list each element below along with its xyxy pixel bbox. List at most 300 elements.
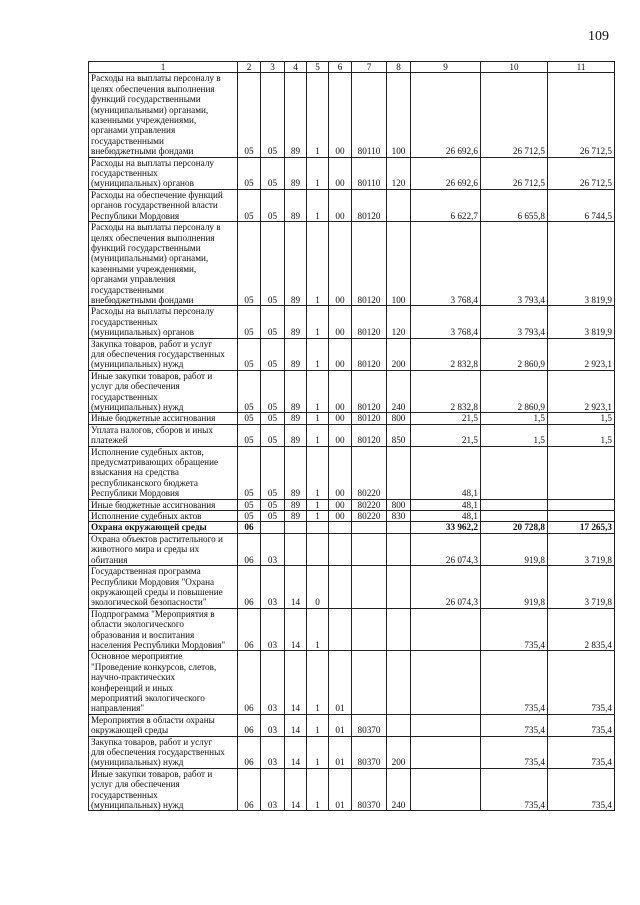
header-cell: 4: [285, 62, 307, 73]
program-code-cell: 14: [285, 651, 307, 714]
direction-code-cell: 80220: [352, 446, 387, 499]
amount-col10-cell: 919,8: [481, 533, 548, 565]
amount-col9-cell: 3 768,4: [411, 222, 481, 306]
section-code-cell: 05: [238, 73, 261, 157]
table-row: [89, 370, 615, 413]
item-name-line: целях обеспечения выполнения: [91, 232, 215, 243]
section-code-cell: 05: [238, 424, 261, 446]
item-name-line: республиканского бюджета: [91, 477, 198, 488]
item-name-line: внебюджетными фондами: [91, 146, 194, 157]
subprogram-code-cell: 1: [307, 157, 329, 189]
event-code-cell: 00: [329, 222, 352, 306]
item-name-line: Республики Мордовия "Охрана: [91, 576, 215, 587]
program-code-cell: 89: [285, 157, 307, 189]
item-name-line: казенными учреждениями,: [91, 115, 197, 126]
program-code-cell: 14: [285, 566, 307, 609]
amount-col9-cell: 26 074,3: [411, 566, 481, 609]
direction-code-cell: 80120: [352, 189, 387, 221]
amount-col9-cell: [411, 736, 481, 768]
item-name-cell: [89, 222, 238, 306]
amount-col10-cell: 735,4: [481, 768, 548, 811]
subprogram-code-cell: 1: [307, 189, 329, 221]
subprogram-code-cell: 0: [307, 566, 329, 609]
expense-type-cell: 200: [387, 736, 411, 768]
table-header-row: [89, 62, 615, 73]
table-row: [89, 222, 615, 306]
item-name-cell: [89, 446, 238, 499]
item-name-cell: [89, 370, 238, 413]
amount-col11-cell: [548, 499, 615, 510]
event-code-cell: [329, 566, 352, 609]
table-row: [89, 73, 615, 157]
header-cell: 6: [329, 62, 352, 73]
amount-col10-cell: [481, 511, 548, 522]
item-name-line: Исполнение судебных актов,: [91, 446, 204, 457]
expense-type-cell: 240: [387, 370, 411, 413]
table-row: [89, 651, 615, 714]
item-name-line: (муниципальных) нужд: [91, 757, 184, 768]
item-name-line: научно-практических: [91, 672, 176, 683]
item-name-line: Закупка товаров, работ и услуг: [91, 338, 213, 349]
subsection-code-cell: 03: [261, 608, 285, 651]
program-code-cell: 89: [285, 413, 307, 424]
table-row: [89, 511, 615, 522]
amount-col11-cell: 735,4: [548, 736, 615, 768]
header-cell: 7: [352, 62, 387, 73]
item-name-cell: [89, 608, 238, 651]
amount-col10-cell: 26 712,5: [481, 157, 548, 189]
item-name-line: конференций и иных: [91, 682, 173, 693]
item-name-line: взыскания на средства: [91, 467, 179, 478]
item-name-line: населения Республики Мордовия": [91, 639, 226, 650]
expense-type-cell: 240: [387, 768, 411, 811]
amount-col10-cell: 2 860,9: [481, 370, 548, 413]
amount-col11-cell: 26 712,5: [548, 73, 615, 157]
direction-code-cell: [352, 608, 387, 651]
program-code-cell: 89: [285, 511, 307, 522]
amount-col9-cell: 48,1: [411, 446, 481, 499]
section-code-cell: 05: [238, 189, 261, 221]
direction-code-cell: 80120: [352, 338, 387, 370]
table-row: [89, 768, 615, 811]
direction-code-cell: 80370: [352, 714, 387, 736]
direction-code-cell: 80370: [352, 768, 387, 811]
expense-type-cell: [387, 189, 411, 221]
direction-code-cell: 80120: [352, 306, 387, 338]
item-name-line: функций государственными: [91, 94, 201, 105]
amount-col11-cell: 17 265,3: [548, 522, 615, 533]
event-code-cell: 00: [329, 413, 352, 424]
section-code-cell: 05: [238, 222, 261, 306]
amount-col9-cell: 33 962,2: [411, 522, 481, 533]
subprogram-code-cell: 1: [307, 651, 329, 714]
subprogram-code-cell: 1: [307, 768, 329, 811]
item-name-line: Иные закупки товаров, работ и: [91, 370, 213, 381]
subsection-code-cell: 03: [261, 736, 285, 768]
expense-type-cell: [387, 714, 411, 736]
subprogram-code-cell: [307, 533, 329, 565]
item-name-line: Расходы на выплаты персоналу в: [91, 222, 221, 233]
event-code-cell: 00: [329, 370, 352, 413]
amount-col10-cell: [481, 446, 548, 499]
item-name-cell: [89, 651, 238, 714]
item-name-line: Уплата налогов, сборов и иных: [91, 424, 213, 435]
page-number: 109: [588, 29, 609, 44]
amount-col9-cell: [411, 768, 481, 811]
item-name-line: услуг для обеспечения: [91, 381, 180, 392]
direction-code-cell: [352, 522, 387, 533]
item-name-line: Расходы на обеспечение функций: [91, 189, 223, 200]
program-code-cell: 89: [285, 338, 307, 370]
amount-col11-cell: 735,4: [548, 768, 615, 811]
item-name-line: предусматривающих обращение: [91, 457, 219, 468]
subsection-code-cell: 05: [261, 222, 285, 306]
item-name-line: (муниципальных) нужд: [91, 359, 184, 370]
amount-col11-cell: 1,5: [548, 424, 615, 446]
subsection-code-cell: 03: [261, 768, 285, 811]
event-code-cell: 00: [329, 73, 352, 157]
event-code-cell: 00: [329, 424, 352, 446]
event-code-cell: 00: [329, 189, 352, 221]
direction-code-cell: 80120: [352, 413, 387, 424]
table-row: [89, 714, 615, 736]
section-code-cell: 05: [238, 413, 261, 424]
subprogram-code-cell: 1: [307, 446, 329, 499]
section-code-cell: 05: [238, 499, 261, 510]
item-name-line: (муниципальных) органов: [91, 327, 194, 338]
item-name-line: государственных: [91, 789, 158, 800]
expense-type-cell: 100: [387, 73, 411, 157]
item-name-line: окружающей среды: [91, 725, 169, 736]
item-name-line: мероприятий экологического: [91, 692, 205, 703]
amount-col9-cell: 2 832,8: [411, 338, 481, 370]
item-name-line: для обеспечения государственных: [91, 747, 225, 757]
amount-col9-cell: [411, 608, 481, 651]
subsection-code-cell: 05: [261, 306, 285, 338]
subsection-code-cell: 03: [261, 651, 285, 714]
event-code-cell: 00: [329, 499, 352, 510]
subsection-code-cell: 03: [261, 714, 285, 736]
subprogram-code-cell: 1: [307, 222, 329, 306]
amount-col9-cell: [411, 651, 481, 714]
event-code-cell: 00: [329, 511, 352, 522]
item-name-line: для обеспечения государственных: [91, 348, 225, 359]
amount-col11-cell: 2 835,4: [548, 608, 615, 651]
event-code-cell: 01: [329, 736, 352, 768]
subsection-code-cell: 05: [261, 157, 285, 189]
amount-col11-cell: 26 712,5: [548, 157, 615, 189]
item-name-line: обитания: [91, 554, 128, 565]
subsection-code-cell: [261, 522, 285, 533]
amount-col9-cell: [411, 714, 481, 736]
item-name-line: области экологического: [91, 619, 185, 630]
direction-code-cell: 80120: [352, 424, 387, 446]
item-name-line: образования и воспитания: [91, 629, 195, 640]
subprogram-code-cell: [307, 522, 329, 533]
expense-type-cell: 800: [387, 499, 411, 510]
expense-type-cell: [387, 651, 411, 714]
table-row: [89, 736, 615, 768]
subprogram-code-cell: 1: [307, 73, 329, 157]
program-code-cell: 89: [285, 222, 307, 306]
amount-col9-cell: 2 832,8: [411, 370, 481, 413]
program-code-cell: 14: [285, 768, 307, 811]
subsection-code-cell: 03: [261, 533, 285, 565]
event-code-cell: 01: [329, 714, 352, 736]
amount-col11-cell: 2 923,1: [548, 370, 615, 413]
direction-code-cell: 80110: [352, 73, 387, 157]
amount-col9-cell: 21,5: [411, 413, 481, 424]
expense-type-cell: [387, 608, 411, 651]
item-name-cell: [89, 768, 238, 811]
header-cell: 1: [89, 62, 238, 73]
subsection-code-cell: 05: [261, 189, 285, 221]
event-code-cell: 00: [329, 338, 352, 370]
budget-table: [88, 61, 615, 811]
event-code-cell: 00: [329, 157, 352, 189]
expense-type-cell: 100: [387, 222, 411, 306]
amount-col11-cell: 6 744,5: [548, 189, 615, 221]
amount-col11-cell: 3 819,9: [548, 306, 615, 338]
subsection-code-cell: 05: [261, 338, 285, 370]
amount-col10-cell: 735,4: [481, 736, 548, 768]
expense-type-cell: [387, 566, 411, 609]
amount-col9-cell: 26 074,3: [411, 533, 481, 565]
header-cell: 9: [411, 62, 481, 73]
direction-code-cell: 80220: [352, 499, 387, 510]
expense-type-cell: 850: [387, 424, 411, 446]
section-code-cell: 05: [238, 511, 261, 522]
header-cell: 8: [387, 62, 411, 73]
expense-type-cell: 800: [387, 413, 411, 424]
section-code-cell: 06: [238, 608, 261, 651]
section-code-cell: 05: [238, 446, 261, 499]
expense-type-cell: 120: [387, 157, 411, 189]
item-name-line: Республики Мордовия: [91, 210, 180, 221]
item-name-line: Расходы на выплаты персоналу в: [91, 73, 221, 84]
event-code-cell: 01: [329, 768, 352, 811]
item-name-line: государственных: [91, 168, 158, 179]
table-row: [89, 413, 615, 424]
table-body: [89, 73, 615, 811]
item-name-cell: [89, 424, 238, 446]
item-name-cell: [89, 499, 238, 510]
section-code-cell: 05: [238, 338, 261, 370]
item-name-line: животного мира и среды их: [91, 544, 200, 555]
amount-col11-cell: [548, 446, 615, 499]
subprogram-code-cell: 1: [307, 511, 329, 522]
event-code-cell: [329, 608, 352, 651]
subsection-code-cell: 05: [261, 446, 285, 499]
item-name-line: государственными: [91, 135, 164, 146]
program-code-cell: 89: [285, 424, 307, 446]
subsection-code-cell: 05: [261, 499, 285, 510]
direction-code-cell: 80110: [352, 157, 387, 189]
item-name-cell: [89, 714, 238, 736]
subsection-code-cell: 05: [261, 413, 285, 424]
subprogram-code-cell: 1: [307, 413, 329, 424]
program-code-cell: 89: [285, 370, 307, 413]
header-cell: 3: [261, 62, 285, 73]
item-name-line: услуг для обеспечения: [91, 779, 180, 790]
amount-col10-cell: 3 793,4: [481, 222, 548, 306]
item-name-cell: [89, 736, 238, 768]
subsection-code-cell: 05: [261, 370, 285, 413]
event-code-cell: [329, 522, 352, 533]
item-name-line: государственных: [91, 316, 158, 327]
item-name-line: платежей: [91, 435, 128, 446]
expense-type-cell: 120: [387, 306, 411, 338]
program-code-cell: 14: [285, 736, 307, 768]
item-name-line: Расходы на выплаты персоналу: [91, 306, 215, 317]
event-code-cell: [329, 533, 352, 565]
item-name-cell: [89, 413, 238, 424]
section-code-cell: 05: [238, 157, 261, 189]
section-code-cell: 06: [238, 736, 261, 768]
event-code-cell: 00: [329, 306, 352, 338]
subsection-code-cell: 03: [261, 566, 285, 609]
amount-col11-cell: 735,4: [548, 714, 615, 736]
table-row: [89, 157, 615, 189]
item-name-cell: [89, 157, 238, 189]
item-name-line: Государственная программа: [91, 566, 201, 577]
item-name-line: Охрана объектов растительного и: [91, 533, 223, 544]
amount-col11-cell: 3 719,8: [548, 566, 615, 609]
table-row: [89, 306, 615, 338]
amount-col10-cell: 26 712,5: [481, 73, 548, 157]
item-name-line: (муниципальных) нужд: [91, 402, 184, 412]
subprogram-code-cell: 1: [307, 424, 329, 446]
program-code-cell: 89: [285, 189, 307, 221]
expense-type-cell: [387, 446, 411, 499]
table-row: [89, 566, 615, 609]
amount-col10-cell: 1,5: [481, 424, 548, 446]
section-code-cell: 05: [238, 370, 261, 413]
program-code-cell: [285, 533, 307, 565]
item-name-line: Расходы на выплаты персоналу: [91, 157, 215, 168]
section-code-cell: 06: [238, 768, 261, 811]
amount-col11-cell: [548, 511, 615, 522]
item-name-line: органами управления: [91, 274, 176, 285]
table-row: [89, 446, 615, 499]
program-code-cell: 89: [285, 306, 307, 338]
item-name-line: целях обеспечения выполнения: [91, 83, 215, 94]
item-name-line: направления": [91, 703, 145, 714]
table-row: [89, 189, 615, 221]
item-name-line: Иные бюджетные ассигнования: [91, 413, 216, 424]
amount-col9-cell: 26 692,6: [411, 157, 481, 189]
amount-col10-cell: 735,4: [481, 608, 548, 651]
subprogram-code-cell: 1: [307, 338, 329, 370]
item-name-line: "Проведение конкурсов, слетов,: [91, 661, 217, 672]
amount-col10-cell: 2 860,9: [481, 338, 548, 370]
item-name-cell: [89, 533, 238, 565]
table-row: [89, 499, 615, 510]
item-name-cell: [89, 189, 238, 221]
amount-col9-cell: 3 768,4: [411, 306, 481, 338]
item-name-cell: [89, 511, 238, 522]
section-code-cell: 06: [238, 714, 261, 736]
subprogram-code-cell: 1: [307, 306, 329, 338]
amount-col10-cell: 3 793,4: [481, 306, 548, 338]
amount-col10-cell: 6 655,8: [481, 189, 548, 221]
program-code-cell: 14: [285, 714, 307, 736]
item-name-cell: [89, 306, 238, 338]
item-name-cell: [89, 338, 238, 370]
item-name-line: Закупка товаров, работ и услуг: [91, 736, 213, 747]
amount-col11-cell: 2 923,1: [548, 338, 615, 370]
section-code-cell: 05: [238, 306, 261, 338]
amount-col9-cell: 26 692,6: [411, 73, 481, 157]
table-row: [89, 533, 615, 565]
item-name-line: экологической безопасности": [91, 597, 207, 608]
item-name-line: Охрана окружающей среды: [91, 522, 207, 533]
section-code-cell: 06: [238, 522, 261, 533]
item-name-line: Подпрограмма "Мероприятия в: [91, 608, 215, 619]
amount-col9-cell: 21,5: [411, 424, 481, 446]
item-name-line: Исполнение судебных актов: [91, 511, 202, 522]
section-code-cell: 06: [238, 566, 261, 609]
item-name-line: Мероприятия в области охраны: [91, 714, 215, 725]
item-name-line: Иные закупки товаров, работ и: [91, 768, 213, 779]
item-name-line: Основное мероприятие: [91, 651, 183, 662]
item-name-line: государственными: [91, 284, 164, 295]
direction-code-cell: [352, 533, 387, 565]
table-row: [89, 424, 615, 446]
program-code-cell: 14: [285, 608, 307, 651]
subprogram-code-cell: 1: [307, 608, 329, 651]
table-row: [89, 608, 615, 651]
subsection-code-cell: 05: [261, 511, 285, 522]
header-cell: 11: [548, 62, 615, 73]
amount-col10-cell: 919,8: [481, 566, 548, 609]
item-name-line: государственных: [91, 391, 158, 402]
subsection-code-cell: 05: [261, 424, 285, 446]
expense-type-cell: [387, 522, 411, 533]
direction-code-cell: [352, 566, 387, 609]
amount-col9-cell: 48,1: [411, 511, 481, 522]
table-row: [89, 338, 615, 370]
table-row: [89, 522, 615, 533]
subsection-code-cell: 05: [261, 73, 285, 157]
amount-col10-cell: [481, 499, 548, 510]
amount-col9-cell: 48,1: [411, 499, 481, 510]
item-name-cell: [89, 522, 238, 533]
subprogram-code-cell: 1: [307, 499, 329, 510]
subprogram-code-cell: 1: [307, 370, 329, 413]
section-code-cell: 06: [238, 533, 261, 565]
item-name-line: казенными учреждениями,: [91, 263, 197, 274]
amount-col11-cell: 3 719,8: [548, 533, 615, 565]
program-code-cell: [285, 522, 307, 533]
subprogram-code-cell: 1: [307, 714, 329, 736]
event-code-cell: 01: [329, 651, 352, 714]
expense-type-cell: 200: [387, 338, 411, 370]
section-code-cell: 06: [238, 651, 261, 714]
program-code-cell: 89: [285, 499, 307, 510]
direction-code-cell: 80370: [352, 736, 387, 768]
header-cell: 5: [307, 62, 329, 73]
amount-col10-cell: 1,5: [481, 413, 548, 424]
expense-type-cell: [387, 533, 411, 565]
direction-code-cell: 80120: [352, 370, 387, 413]
expense-type-cell: 830: [387, 511, 411, 522]
item-name-line: Республики Мордовия: [91, 488, 180, 499]
amount-col10-cell: 735,4: [481, 714, 548, 736]
item-name-line: органов государственной власти: [91, 200, 218, 211]
item-name-cell: [89, 566, 238, 609]
item-name-line: (муниципальных) органов: [91, 178, 194, 189]
